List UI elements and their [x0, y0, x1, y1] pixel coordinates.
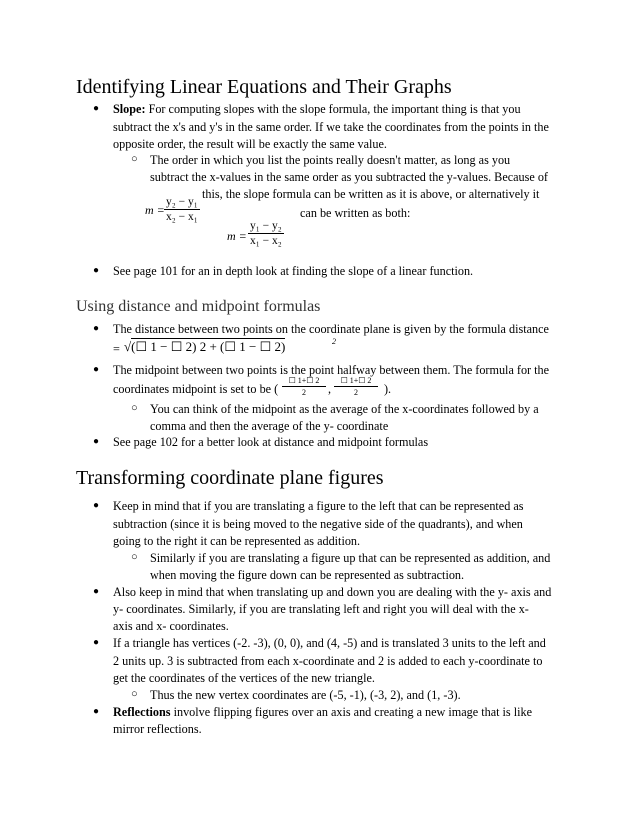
translate-sub-line-1: Similarly if you are translating a figure up that can be represented as addition, and [150, 551, 551, 565]
midpoint-y-numerator: ☐ 1+☐ 2 [334, 375, 378, 387]
slope-text-1: For computing slopes with the slope formula, the important thing is that you [148, 102, 521, 116]
see-page-101: See page 101 for an in depth look at finding the slope of a linear function. [113, 264, 474, 278]
formula2-numerator: y₁ − y₂ [250, 220, 282, 232]
midpoint-x-numerator: ☐ 1+☐ 2 [282, 375, 326, 387]
bullet-icon: ● [93, 364, 100, 375]
circle-bullet-icon: ○ [131, 402, 138, 414]
circle-bullet-icon: ○ [131, 153, 138, 165]
axis-line-1: Also keep in mind that when translating up and down you are dealing with the y- axis and [113, 585, 552, 599]
distance-equals: = [113, 342, 120, 356]
bullet-icon: ● [93, 637, 100, 648]
bullet-icon: ● [93, 706, 100, 717]
formula1-fraction [164, 195, 200, 224]
bullet-icon: ● [93, 323, 100, 334]
bullet-icon: ● [93, 103, 100, 114]
slope-sub-line-1: The order in which you list the points really doesn't matter, as long as you [150, 153, 511, 167]
triangle-line-1: If a triangle has vertices (-2. -3), (0, 0), and (4, -5) and is translated 3 units to the left and [113, 636, 546, 650]
reflections-text-1: involve flipping figures over an axis and creating a new image that is like [170, 705, 533, 719]
formula1-denominator: x₂ − x₁ [166, 211, 198, 223]
midpoint-sub-line-2: comma and then the average of the y- coordinate [150, 419, 389, 433]
triangle-line-2: 2 units up. 3 is subtracted from each x-coordinate and 2 is added to each y-coordinate to [113, 654, 543, 668]
section-title-transforming: Transforming coordinate plane figures [76, 467, 384, 489]
distance-exponent: 2 [332, 337, 336, 346]
midpoint-comma: , [328, 382, 332, 396]
slope-label: Slope: [113, 102, 146, 116]
midpoint-line-1: The midpoint between two points is the point halfway between them. The formula for the [113, 363, 550, 377]
midpoint-y-denominator: 2 [354, 388, 358, 397]
triangle-sub-line-1: Thus the new vertex coordinates are (-5, -1), (-3, 2), and (1, -3). [150, 688, 461, 702]
translate-sub-line-2: when moving the figure down can be represented as subtraction. [150, 568, 465, 582]
distance-formula-body: (☐ 1 − ☐ 2) 2 + (☐ 1 − ☐ 2) [131, 339, 286, 354]
section-title-linear-equations: Identifying Linear Equations and Their Graphs [76, 76, 452, 98]
midpoint-sub-line-1: You can think of the midpoint as the average of the x-coordinates followed by a [150, 402, 539, 416]
midpoint-x-fraction [282, 375, 326, 398]
slope-line-3: opposite order, the result will be exactly the same value. [113, 137, 387, 151]
distance-line-1: The distance between two points on the coordinate plane is given by the formula distance [113, 322, 549, 336]
formula1-m: m = [145, 203, 165, 217]
reflections-line-2: mirror reflections. [113, 722, 202, 736]
see-page-102: See page 102 for a better look at distance and midpoint formulas [113, 435, 429, 449]
translate-line-2: subtraction (since it is being moved to the negative side of the quadrants), and when [113, 517, 523, 531]
bullet-icon: ● [93, 500, 100, 511]
translate-line-1: Keep in mind that if you are translating a figure to the left that can be represented as [113, 499, 524, 513]
bullet-icon: ● [93, 586, 100, 597]
distance-formula: √(☐ 1 − ☐ 2) 2 + (☐ 1 − ☐ 2) [124, 339, 286, 354]
midpoint-end: ). [384, 382, 392, 396]
reflections-line-1 [113, 704, 532, 720]
bullet-icon: ● [93, 265, 100, 276]
translate-line-3: going to the right it can be represented as addition. [113, 534, 361, 548]
formula2-fraction [248, 219, 284, 248]
slope-line-2: subtract the x's and y's in the same order. If we take the coordinates from the points in the [113, 120, 549, 134]
formula1-numerator: y₂ − y₁ [166, 196, 198, 208]
slope-sub-line-3: this, the slope formula can be written as it is above, or alternatively it [202, 187, 540, 201]
section-title-distance-midpoint: Using distance and midpoint formulas [76, 298, 321, 315]
formula2-m: m = [227, 229, 247, 243]
axis-line-3: axis and x- coordinates. [113, 619, 229, 633]
triangle-line-3: get the coordinates of the vertices of the new triangle. [113, 671, 375, 685]
circle-bullet-icon: ○ [131, 551, 138, 563]
reflections-label: Reflections [113, 705, 171, 719]
axis-line-2: y- coordinates. Similarly, if you are translating left and right you will deal with the x- [113, 602, 529, 616]
slope-sub-line-4: can be written as both: [300, 206, 411, 220]
formula2-denominator: x₁ − x₂ [250, 235, 282, 247]
slope-line-1 [113, 101, 521, 117]
midpoint-line-2: coordinates midpoint is set to be ( [113, 382, 279, 396]
midpoint-x-denominator: 2 [302, 388, 306, 397]
slope-sub-line-2: subtract the x-values in the same order as you subtracted the y-values. Because of [150, 170, 548, 184]
midpoint-y-fraction [334, 375, 378, 398]
bullet-icon: ● [93, 436, 100, 447]
circle-bullet-icon: ○ [131, 688, 138, 700]
